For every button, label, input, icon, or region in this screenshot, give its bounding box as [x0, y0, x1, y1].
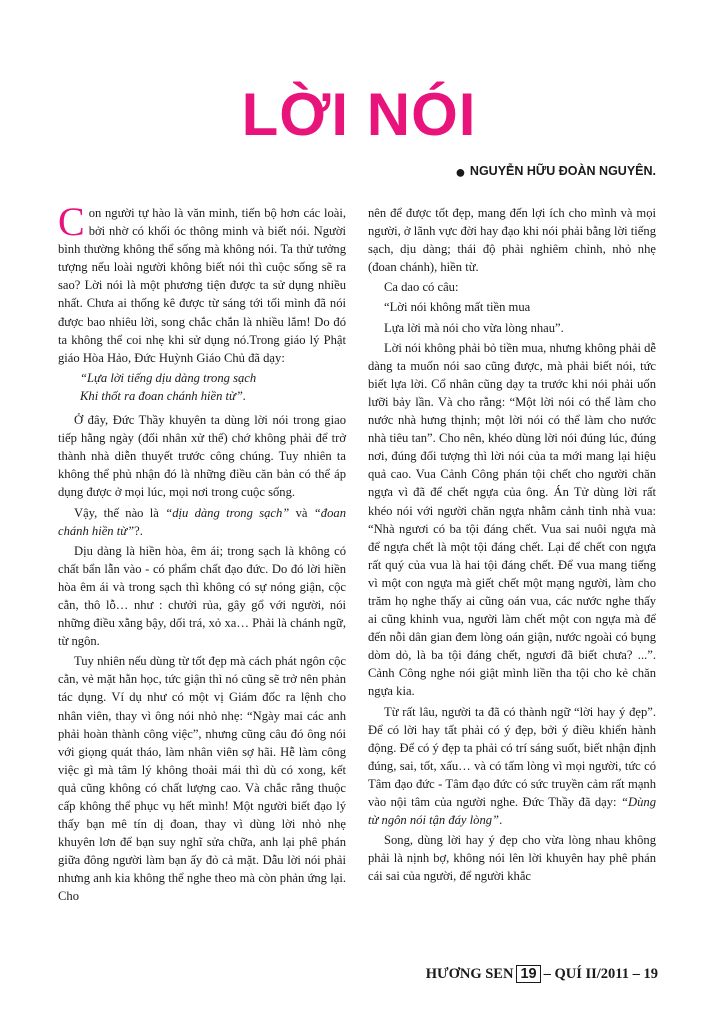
quote-text: “Lựa lời tiếng dịu dàng trong sạch: [80, 370, 257, 385]
bullet-icon: ●: [455, 162, 466, 182]
drop-cap: C: [58, 199, 85, 244]
issue-info: – QUÍ II/2011 – 19: [543, 966, 658, 982]
emphasis-text: “Dùng từ ngôn nói tận đáy lòng”: [368, 795, 656, 828]
author-name: NGUYỄN HỮU ĐOÀN NGUYÊN.: [469, 164, 656, 178]
paragraph: Lời nói không phải bỏ tiền mua, nhưng không phải dễ dàng ta muốn nói sao cũng được, mà phải biết nói, tức biết lựa lời. Cổ nhân cũng dạy ta trước khi nói phải uốn lưỡi bảy lần. Và cho rằng: “Một lời nói có thể làm cho nước nhà hưng thịnh; một lời nói có thể làm cho nước nhà tiêu tan”. Cho nên, khéo dùng lời nói đúng lúc, đúng nơi, đúng đối tượng thì lời nói của ta mới mang lại hiệu quả cao. Vua Cảnh Công phán tội chết cho người chăn ngựa vì đã để chết ngựa của ông. Án Tử dùng lời rất khéo nói với người chăn ngựa nhằm cảnh tỉnh nhà vua: “Nhà ngươi có ba tội đáng chết. Vua sai nuôi ngựa mà để ngựa chết là một tội đáng chết. Lại để chết con ngựa rất quý của vua là hai tội đáng chết. Để vua mang tiếng vì một con ngựa mà giết chết một mạng người, làm cho trăm họ nghe thấy ai cũng oán vua, các nước nghe thấy ai cũng khinh vua, người làm chết một con ngựa mà để đến nỗi dân gian đem lòng oán giận, nước ngoài có bụng dòm dỏ, là ba tội đáng chết, ngươi đã biết chưa? ...”. Cảnh Công nghe nói giật mình liền tha tội cho kẻ chăn ngựa kia.: [368, 340, 656, 699]
paragraph-text: Từ rất lâu, người ta đã có thành ngữ “lời hay ý đẹp”. Để có lời hay tất phải có ý đẹp, bởi ý điều khiển hành động. Để có ý đẹp ta phải có trí sáng suốt, biết nhận định đúng, sai, tốt, xấu… và có tấm lòng vì mọi người, tức có Tâm đạo đức - Tâm đạo đức có sức truyền cảm rất mạnh vào nội tâm của người nghe. Đức Thầy đã dạy:: [368, 704, 656, 809]
emphasis-text: “dịu dàng trong sạch”: [165, 505, 290, 520]
author-byline: [455, 163, 656, 180]
left-column: [58, 199, 346, 908]
paragraph: Tuy nhiên nếu dùng từ tốt đẹp mà cách phát ngôn cộc cằn, vẻ mặt hằn học, tức giận thì nó cũng sẽ trở nên phản tác dụng. Ví dụ như có một vị Giám đốc ra lệnh cho nhân viên, thay vì ông nói nhỏ nhẹ: “Ngày mai các anh phải hoàn thành công việc”, nhưng cũng câu đó ông nói với giọng quát tháo, làm nhân viên sợ hãi. Hễ làm công việc gì mà tâm lý không thoải mái thì dù có xong, kết quả cũng không có chất lượng cao. Và chắc rằng thuộc cấp không thể phục vụ hết mình! Một người biết đạo lý thấy bạn mê tín dị đoan, thay vì dùng lời nhỏ nhẹ khuyên lơn để bạn suy nghĩ sửa chữa, anh lại phê phán giữa đông người làm bạn ấy đỏ cả mặt. Dẫu lời nói phải nhưng anh kia không thể nghe theo mà còn phản ứng lại. Cho: [58, 654, 346, 904]
paragraph: Ở đây, Đức Thầy khuyên ta dùng lời nói trong giao tiếp hằng ngày (đối nhân xử thế) chớ không phải để trở thành nhà diễn thuyết trước công chúng. Tuy nhiên ta không thể phủ nhận đó là những điều căn bản có thể áp dụng được ở mọi lúc, mọi nơi trong cuộc sống.: [58, 413, 346, 500]
right-column: [368, 204, 656, 887]
paragraph-text: on người tự hào là văn minh, tiến bộ hơn các loài, bởi nhờ có khối óc thông minh và biết nói. Người bình thường không thể sống mà không nói. Ta thử tưởng tượng nếu loài người không biết nói thì cuộc sống sẽ ra sao? Lời nói là một phương tiện được ta sử dụng nhiều nhất. Chưa ai thống kê được từ sáng tới tối mình đã nói được bao nhiêu lời, song chắc chắn là nhiều lắm! Do đó ta không thể coi nhẹ khi sử dụng nó.Trong giáo lý Phật giáo Hòa Hảo, Đức Huỳnh Giáo Chủ đã dạy:: [58, 206, 346, 365]
paragraph-text: ?.: [134, 523, 143, 538]
paragraph: Ca dao có câu:: [384, 280, 459, 295]
quote-line: Lựa lời mà nói cho vừa lòng nhau”.: [384, 320, 564, 335]
paragraph: nên để được tốt đẹp, mang đến lợi ích cho mình và mọi người, ở lãnh vực đời hay đạo khi nói phải bằng lời tiếng sạch, dịu dàng; thái độ phải nghiêm chỉnh, nhỏ nhẹ (đoan chánh), hiền từ.: [368, 206, 656, 275]
emphasis-text: “đoan chánh hiền từ”: [58, 505, 346, 538]
quote-text: Khi thốt ra đoan chánh hiền từ”.: [80, 388, 247, 403]
issue-number-box: 19: [516, 965, 540, 983]
magazine-name: HƯƠNG SEN: [425, 966, 514, 982]
paragraph-text: và: [289, 505, 314, 520]
paragraph-text: Vậy, thế nào là: [74, 505, 166, 520]
paragraph: [368, 703, 656, 830]
paragraph: Song, dùng lời hay ý đẹp cho vừa lòng nhau không phải là nịnh bợ, không nói lên lời khuyên hay phê phán cái sai của người, để người khắc: [368, 833, 656, 884]
quote-line: [58, 369, 346, 387]
paragraph: Dịu dàng là hiền hòa, êm ái; trong sạch là không có chất bẩn lẫn vào - có phẩm chất đạo đức. Do đó lời hiền hòa êm ái và trong sạch thì không có sự nóng giận, cộc cằn, thô lỗ… như : chưởi rủa, gây gổ với người, nói những điều xằng bậy, dối trá, xỏ xa… Phải là chánh ngữ, từ ngôn.: [58, 543, 346, 649]
quote-line: “Lời nói không mất tiền mua: [384, 300, 531, 315]
paragraph: [58, 199, 346, 367]
article-title: LỜI NÓI: [241, 81, 477, 148]
paragraph: [58, 504, 346, 540]
paragraph-text: .: [499, 813, 503, 828]
page-footer: [426, 964, 658, 984]
quote-line: [58, 387, 346, 405]
